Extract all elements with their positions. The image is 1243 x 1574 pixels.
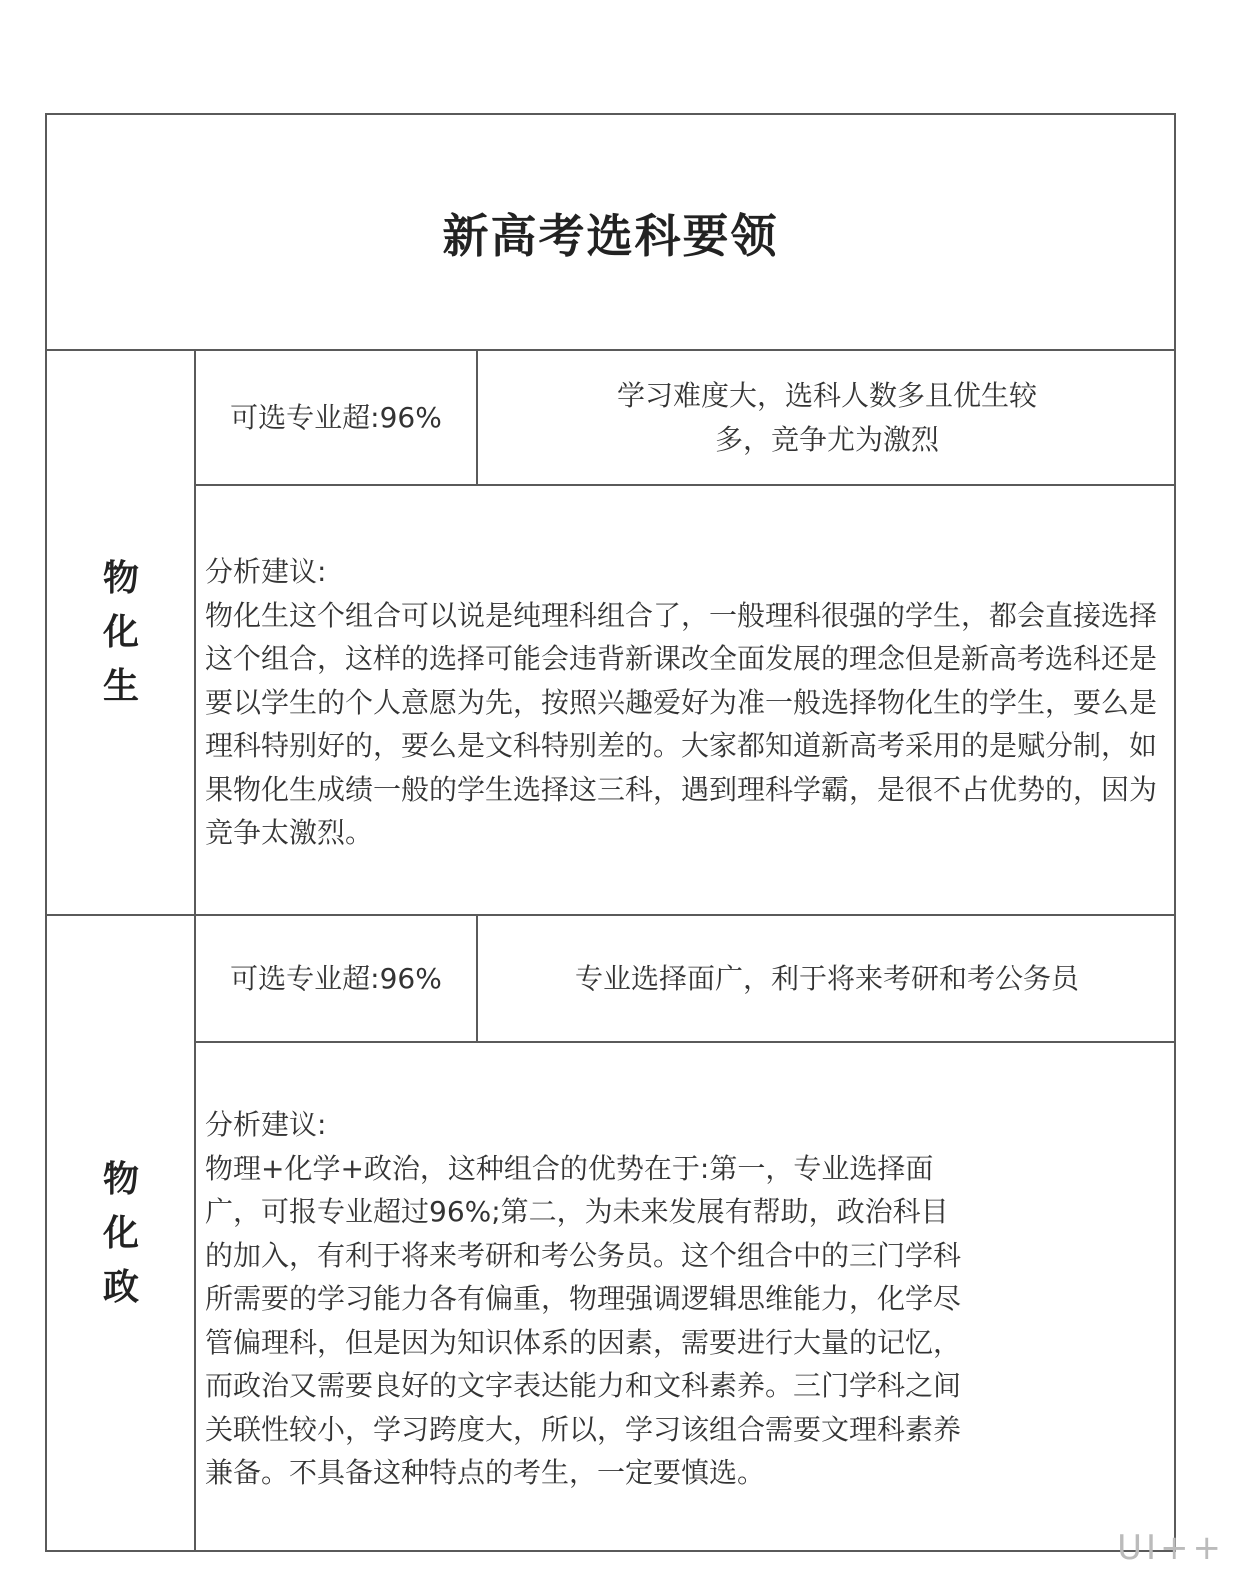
- summary-cell: [478, 351, 1176, 484]
- combo-char: 化: [102, 611, 139, 653]
- combo-char: 化: [102, 1213, 139, 1254]
- summary-cell: [478, 916, 1176, 1041]
- major-rate: 可选专业超:96%: [230, 400, 442, 434]
- combo-char: 生: [102, 665, 139, 707]
- divider: [195, 1041, 1176, 1043]
- combo-label-1: [47, 351, 195, 914]
- analysis-text: 物理+化学+政治，这种组合的优势在于:第一，专业选择面广，可报专业超过96%;第二，为未来发展有帮助，政治科目的加入，有利于将来考研和考公务员。这个组合中的三门学科所需要的学习能力各有偏重，物理强调逻辑思维能力，化学尽管偏理科，但是因为知识体系的因素，需要进行大量的记忆，而政治又需要良好的文字表达能力和文科素养。三门学科之间关联性较小，学习跨度大，所以，学习该组合需要文理科素养兼备。不具备这种特点的考生，一定要慎选。: [205, 1151, 962, 1489]
- divider: [195, 484, 1176, 486]
- page-title: 新高考选科要领: [442, 209, 779, 263]
- analysis-block: [205, 550, 1167, 855]
- combo-char: 物: [102, 1159, 139, 1200]
- summary-text: 专业选择面广，利于将来考研和考公务员: [574, 961, 1079, 995]
- watermark: UI++: [1117, 1528, 1225, 1568]
- combo-char: 物: [102, 557, 139, 599]
- combo-label-2: [47, 916, 195, 1552]
- analysis-block: [205, 1103, 967, 1495]
- summary-text: 学习难度大，选科人数多且优生较多，竞争尤为激烈: [616, 378, 1037, 456]
- combo-char: 政: [102, 1267, 139, 1308]
- analysis-label: 分析建议:: [205, 1108, 327, 1141]
- analysis-label: 分析建议:: [205, 555, 327, 588]
- major-rate: 可选专业超:96%: [230, 961, 442, 995]
- analysis-text: 物化生这个组合可以说是纯理科组合了，一般理科很强的学生，都会直接选择这个组合，这样的选择可能会违背新课改全面发展的理念但是新高考选科还是要以学生的个人意愿为先，按照兴趣爱好为准一般选择物化生的学生，要么是理科特别好的，要么是文科特别差的。大家都知道新高考采用的是赋分制，如果物化生成绩一般的学生选择这三科，遇到理科学霸，是很不占优势的，因为竞争太激烈。: [205, 598, 1158, 849]
- guide-table: [45, 113, 1176, 1552]
